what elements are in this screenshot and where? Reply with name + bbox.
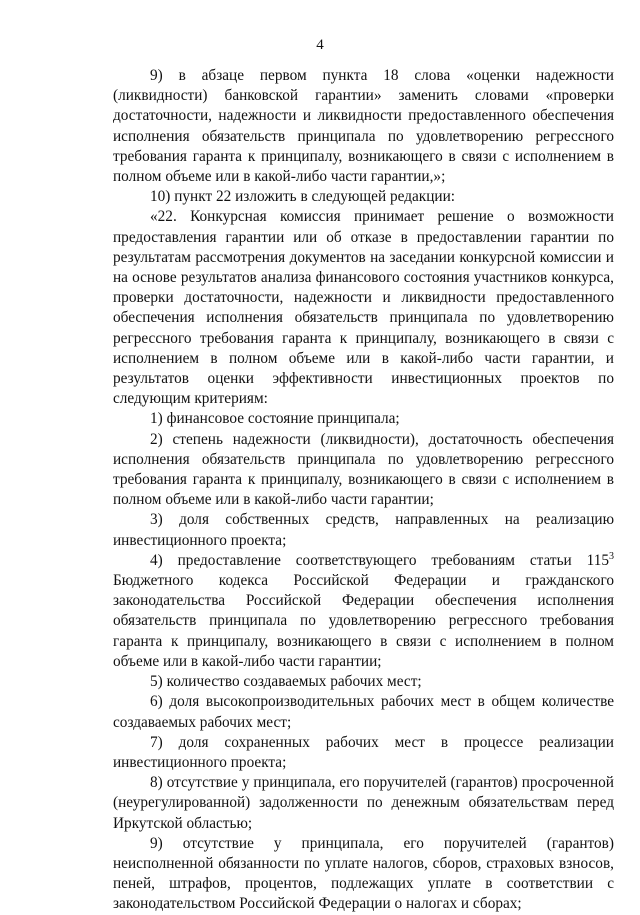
criterion-4: [113, 551, 614, 672]
criterion-6: 6) доля высокопроизводительных рабочих мест в общем количестве создаваемых рабочих мест;: [113, 693, 614, 731]
page-number: 4: [316, 37, 324, 53]
criterion-8: 8) отсутствие у принципала, его поручителей (гарантов) просроченной (неурегулированной) задолженности по денежным обязательствам перед Иркутской областью;: [113, 774, 614, 832]
paragraph-item-10: 10) пункт 22 изложить в следующей редакции:: [150, 188, 456, 206]
document-body: [113, 66, 614, 915]
criterion-1: 1) финансовое состояние принципала;: [150, 410, 400, 428]
paragraph-item-9-abzac: 9) в абзаце первом пункта 18 слова «оценки надежности (ликвидности) банковской гарантии» заменить словами «проверки достаточности, надежности и ликвидности предоставленного обеспечения исполнения обязательств принципала по удовлетворению регрессного требования гаранта к принципалу, возникающего в связи с исполнением в полном объеме или в какой-либо части гарантии,»;: [113, 67, 614, 186]
criterion-3: 3) доля собственных средств, направленных на реализацию инвестиционного проекта;: [113, 511, 614, 549]
criterion-2: 2) степень надежности (ликвидности), достаточность обеспечения исполнения обязательств принципала по удовлетворению регрессного требования гаранта к принципалу, возникающего в связи с исполнением в полном объеме или в какой-либо части гарантии;: [113, 430, 614, 509]
criterion-5: 5) количество создаваемых рабочих мест;: [150, 673, 422, 691]
criterion-7: 7) доля сохраненных рабочих мест в процессе реализации инвестиционного проекта;: [113, 733, 614, 771]
paragraph-point-22: «22. Конкурсная комиссия принимает решение о возможности предоставления гарантии или об отказе в предоставлении гарантии по результатам рассмотрения документов на заседании конкурсной комиссии и на основе результатов анализа финансового состояния участников конкурса, проверки достаточности, надежности и ликвидности предоставленного обеспечения исполнения обязательств принципала по удовлетворению регрессного требования гаранта к принципалу, возникающего в связи с исполнением в полном объеме или в какой-либо части гарантии, и результатов оценки эффективности инвестиционных проектов по следующим критериям:: [113, 208, 614, 408]
criterion-4-rest: Бюджетного кодекса Российской Федерации и гражданского законодательства Российской Федерации обеспечения исполнения обязательств принципала по удовлетворению регрессного требования гаранта к принципалу, возникающего в связи с исполнением в полном объеме или в какой-либо части гарантии;: [113, 572, 614, 670]
criterion-9: 9) отсутствие у принципала, его поручителей (гарантов) неисполненной обязанности по уплате налогов, сборов, страховых взносов, пеней, штрафов, процентов, подлежащих уплате в соответствии с законодательством Российской Федерации о налогах и сборах;: [113, 834, 614, 913]
article-superscript: 3: [609, 550, 614, 562]
criterion-4-start: 4) предоставление соответствующего требованиям статьи 115: [150, 551, 609, 569]
